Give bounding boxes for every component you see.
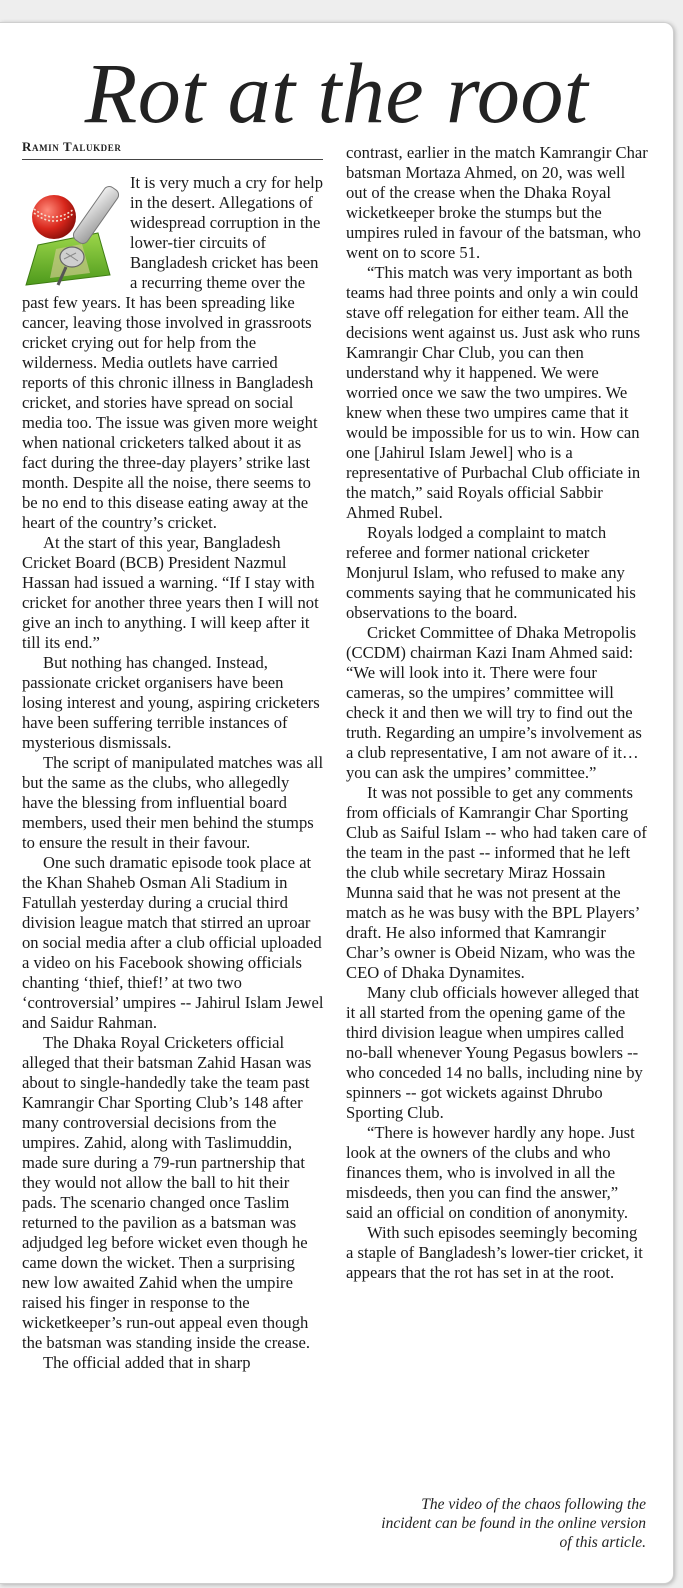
cricket-ball-microphone-icon	[20, 175, 126, 293]
paragraph: contrast, earlier in the match Kamrangir Char batsman Mortaza Ahmed, on 20, was well out of the crease when the Dhaka Royal wicketkeeper broke the stumps but the umpires ruled in favour of the batsman, who went on to score 51.	[346, 143, 648, 262]
byline-divider	[22, 159, 323, 160]
column-right	[346, 143, 648, 1283]
column-left	[22, 173, 324, 1373]
paragraph: It was not possible to get any comments from officials of Kamrangir Char Sporting Club as Saiful Islam -- who had taken care of the team in the past -- informed that he left the club while secretary Miraz Hossain Munna said that he was not present at the match as he was busy with the BPL Players’ draft. He also informed that Kamrangir Char’s owner is Obeid Nizam, who was the CEO of Dhaka Dynamites.	[346, 783, 647, 982]
paragraph: The script of manipulated matches was all but the same as the clubs, who allegedly have the blessing from influential board members, used their men behind the stumps to ensure the result in their favour.	[22, 753, 324, 852]
online-version-note: The video of the chaos following the incident can be found in the online version of this article.	[381, 1496, 646, 1551]
paragraph: With such episodes seemingly becoming a staple of Bangladesh’s lower-tier cricket, it appears that the rot has set in at the root.	[346, 1223, 643, 1282]
paragraph: Cricket Committee of Dhaka Metropolis (CCDM) chairman Kazi Inam Ahmed said: “We will look into it. There were four cameras, so the umpires’ committee will check it and then we will try to find out the truth. Regarding an umpire’s involvement as a club representative, I am not aware of it… you can ask the umpires’ committee.”	[346, 623, 642, 782]
byline: Ramin Talukder	[22, 139, 122, 154]
paragraph: The official added that in sharp	[43, 1353, 251, 1372]
paragraph: “There is however hardly any hope. Just look at the owners of the clubs and who finances them, who is involved in all the misdeeds, then you can find the answer,” said an official on condition of anonymity.	[346, 1123, 635, 1222]
paragraph: But nothing has changed. Instead, passionate cricket organisers have been losing interest and young, aspiring cricketers have been suffering terrible instances of mysterious dismissals.	[22, 653, 320, 752]
headline: Rot at the root	[84, 45, 589, 141]
paragraph: Many club officials however alleged that it all started from the opening game of the third division league when umpires called no-ball whenever Young Pegasus bowlers -- who conceded 14 no balls, including nine by spinners -- got wickets against Dhrubo Sporting Club.	[346, 983, 643, 1122]
paragraph: The Dhaka Royal Cricketers official alleged that their batsman Zahid Hasan was about to single-handedly take the team past Kamrangir Char Sporting Club’s 148 after many controversial decisions from the umpires. Zahid, along with Taslimuddin, made sure during a 79-run partnership that they would not allow the ball to hit their pads. The scenario changed once Taslim returned to the pavilion as a batsman was adjudged leg before wicket even though he came down the wicket. Then a surprising new low awaited Zahid when the umpire raised his finger in response to the wicketkeeper’s run-out appeal even though the batsman was standing inside the crease.	[22, 1033, 312, 1352]
newspaper-page	[0, 22, 674, 1584]
paragraph: It is very much a cry for help in the desert. Allegations of widespread corruption in the lower-tier circuits of Bangladesh cricket has been a recurring theme over the past few years. It has been spreading like cancer, leaving those involved in grassroots cricket crying out for help from the wilderness. Media outlets have carried reports of this chronic illness in Bangladesh cricket, and stories have spread on social media too. The issue was given more weight when national cricketers talked about it as fact during the three-day players’ strike last month. Despite all the noise, there seems to be no end to this disease eating away at the heart of the country’s cricket.	[22, 173, 324, 532]
paragraph: At the start of this year, Bangladesh Cricket Board (BCB) President Nazmul Hassan had issued a warning. “If I stay with cricket for another three years then I will not give an inch to anything. I will keep after it till its end.”	[22, 533, 319, 652]
paragraph: “This match was very important as both teams had three points and only a win could stave off relegation for either team. All the decisions went against us. Just ask who runs Kamrangir Char Club, you can then understand why it happened. We were worried once we saw the two umpires. We knew when these two umpires came that it would be impossible for us to win. How can one [Jahirul Islam Jewel] who is a representative of Purbachal Club officiate in the match,” said Royals official Sabbir Ahmed Rubel.	[346, 263, 641, 522]
paragraph: One such dramatic episode took place at the Khan Shaheb Osman Ali Stadium in Fatullah yesterday during a crucial third division league match that stirred an uproar on social media after a club official uploaded a video on his Facebook showing officials chanting ‘thief, thief!’ at two two ‘controversial’ umpires -- Jahirul Islam Jewel and Saidur Rahman.	[22, 853, 324, 1032]
paragraph: Royals lodged a complaint to match referee and former national cricketer Monjurul Islam, who refused to make any comments saying that he communicated his observations to the board.	[346, 523, 636, 622]
